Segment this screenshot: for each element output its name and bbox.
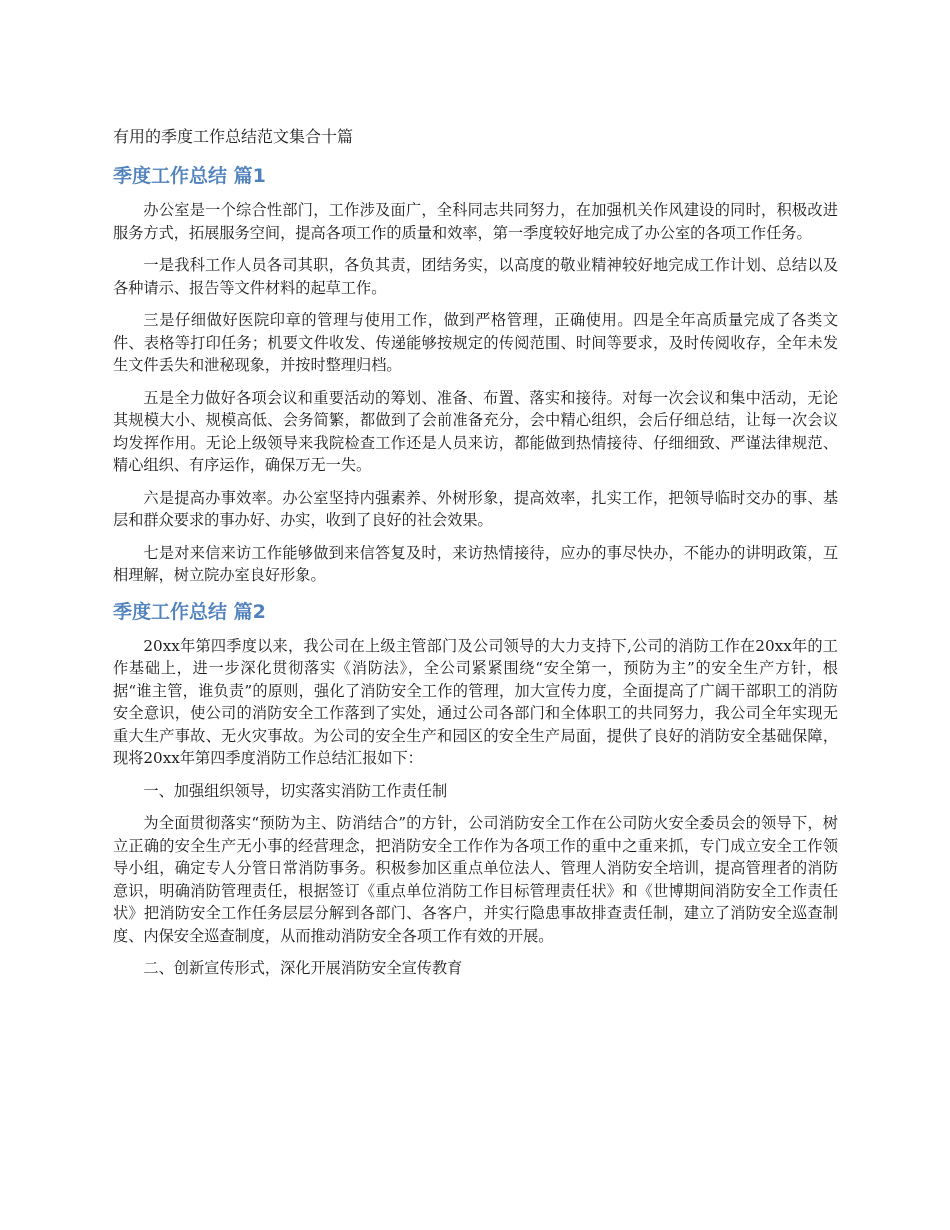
section-heading: 季度工作总结 篇1 — [113, 165, 266, 187]
paragraph: 七是对来信来访工作能够做到来信答复及时，来访热情接待，应办的事尽快办，不能办的讲明政策，互相理解，树立院办室良好形象。 — [113, 543, 838, 584]
paragraph: 办公室是一个综合性部门，工作涉及面广，全科同志共同努力，在加强机关作风建设的同时，积极改进服务方式，拓展服务空间，提高各项工作的质量和效率，第一季度较好地完成了办公室的各项工作任务。 — [113, 201, 838, 242]
section-heading: 季度工作总结 篇2 — [113, 600, 266, 623]
paragraph: 20xx年第四季度以来，我公司在上级主管部门及公司领导的大力支持下,公司的消防工作在20xx年的工作基础上，进一步深化贯彻落实《消防法》，全公司紧紧围绕“安全第一，预防为主”的安全生产方针，根据“谁主管，谁负责”的原则，强化了消防安全工作的管理，加大宣传力度，全面提高了广阔干部职工的消防安全意识，使公司的消防安全工作落到了实处，通过公司各部门和全体职工的共同努力，我公司全年实现无重大生产事故、无火灾事故。为公司的安全生产和园区的安全生产局面，提供了良好的消防安全基础保障，现将20xx年第四季度消防工作总结汇报如下： — [113, 636, 838, 767]
paragraph: 一是我科工作人员各司其职，各负其责，团结务实，以高度的敬业精神较好地完成工作计划、总结以及各种请示、报告等文件材料的起草工作。 — [113, 256, 838, 297]
section-1 — [113, 163, 838, 587]
document-title: 有用的季度工作总结范文集合十篇 — [113, 127, 354, 146]
document-page — [113, 125, 838, 992]
paragraph: 六是提高办事效率。办公室坚持内强素养、外树形象，提高效率，扎实工作，把领导临时交办的事、基层和群众要求的事办好、办实，收到了良好的社会效果。 — [113, 488, 838, 529]
paragraph: 五是全力做好各项会议和重要活动的筹划、准备、布置、落实和接待。对每一次会议和集中活动，无论其规模大小、规模高低、会务简繁，都做到了会前准备充分，会中精心组织，会后仔细总结，让每一次会议均发挥作用。无论上级领导来我院检查工作还是人员来访，都能做到热情接待、仔细细致、严谨法律规范、精心组织、有序运作，确保万无一失。 — [113, 388, 838, 474]
subheading-paragraph: 一、加强组织领导，切实落实消防工作责任制 — [143, 781, 448, 800]
paragraph: 为全面贯彻落实“预防为主、防消结合”的方针，公司消防安全工作在公司防火安全委员会的领导下，树立正确的安全生产无小事的经营理念，把消防安全工作作为各项工作的重中之重来抓，专门成立安全工作领导小组，确定专人分管日常消防事务。积极参加区重点单位法人、管理人消防安全培训，提高管理者的消防意识，明确消防管理责任，根据签订《重点单位消防工作目标管理责任状》和《世博期间消防安全工作责任状》把消防安全工作任务层层分解到各部门、各客户，并实行隐患事故排查责任制，建立了消防安全巡查制度、内保安全巡查制度，从而推动消防安全各项工作有效的开展。 — [113, 814, 838, 945]
section-2 — [113, 599, 838, 980]
subheading-paragraph: 二、创新宣传形式，深化开展消防安全宣传教育 — [143, 959, 463, 977]
paragraph: 三是仔细做好医院印章的管理与使用工作，做到严格管理，正确使用。四是全年高质量完成了各类文件、表格等打印任务；机要文件收发、传递能够按规定的传阅范围、时间等要求，及时传阅收存，全年未发生文件丢失和泄秘现象，并按时整理归档。 — [113, 311, 838, 374]
